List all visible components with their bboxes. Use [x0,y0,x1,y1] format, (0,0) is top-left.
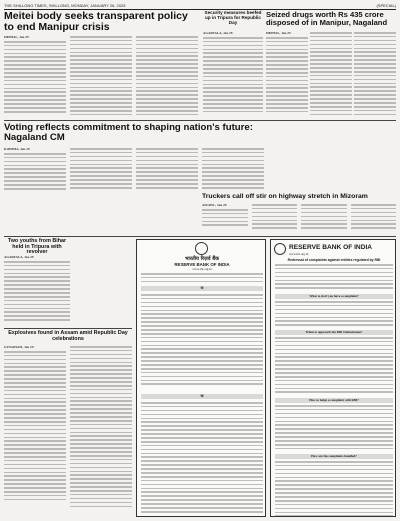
rbi-english-section-a-body [275,301,393,328]
explosives-body [4,346,132,516]
rbi-hindi-section-a: क [141,286,263,291]
security-dateline: AGARTALA, Jan 25: [203,32,234,35]
rbi-english-website[interactable]: www.rbi.org.in [289,252,309,256]
rbi-english-section-c: How to lodge a complaint with RBI? [275,398,393,403]
drugs-dateline: IMPHAL, Jan 25: [266,32,292,35]
rbi-hindi-section-b: ख [141,394,263,399]
rbi-english-section-b-body [275,337,393,395]
explosives-headline: Explosives found in Assam amid Republic Day celebrations [8,330,128,342]
rbi-english-section-c-body [275,405,393,452]
rbi-hindi-title: भारतीय रिज़र्व बैंक [185,256,219,262]
meitei-headline: Meitei body seeks transparent policy to end Manipur crisis [4,10,188,34]
youths-headline: Two youths from Bihar held in Tripura with revolver [7,238,67,256]
truckers-dateline: AIZAWL, Jan 25: [202,204,228,207]
rbi-hindi-section-a-body [141,294,263,387]
voting-headline: Voting reflects commitment to shaping nation's future: Nagaland CM [4,122,253,144]
youths-dateline: AGARTALA, Jan 25: [4,256,35,259]
rbi-english-section-b: When to approach the RBI Ombudsman? [275,330,393,335]
drugs-body-col-3 [354,32,396,118]
divider-row-2 [4,236,396,237]
rbi-hindi-intro [141,273,263,285]
security-headline: Security measures beefed up in Tripura for Republic Day [204,10,262,25]
rbi-hindi-subtitle: RESERVE BANK OF INDIA [174,262,230,267]
drugs-body-col-2 [310,32,352,118]
rbi-english-subheading: Redressal of complaints against entities regulated by RBI [287,258,381,262]
rbi-hindi-section-b-body [141,402,263,515]
masthead-section: (SPECIAL) [376,3,396,8]
voting-dateline: KOHIMA, Jan 25: [4,148,31,151]
rbi-english-section-d: How are the complaints handled? [275,454,393,459]
explosives-dateline: GUWAHATI, Jan 25: [4,346,35,349]
rbi-notice-hindi [136,239,266,517]
divider-row-1 [4,120,396,121]
meitei-dateline: IMPHAL, Jan 25: [4,36,30,39]
rbi-english-section-d-body [275,461,393,517]
rbi-english-emblem-icon [274,243,286,255]
meitei-body-col-2 [70,36,132,118]
meitei-body-col-3 [136,36,198,118]
divider-youths-explosives [4,328,132,329]
masthead-date: THE SHILLONG TIMES, SHILLONG, MONDAY, JANUARY 26, 2025 [4,3,126,8]
drugs-body-col-1 [266,32,308,118]
drugs-headline: Seized drugs worth Rs 435 crore disposed of in Manipur, Nagaland [266,10,388,27]
rbi-notice-english [270,239,396,517]
rbi-english-title: RESERVE BANK OF INDIA [289,244,373,251]
youths-body [4,256,70,326]
rbi-english-section-a: What to do if you have a complaint? [275,294,393,299]
truckers-headline: Truckers call off stir on highway stretch in Mizoram [202,193,368,200]
meitei-body-col-1 [4,36,66,118]
rbi-english-intro [275,264,393,291]
rbi-hindi-website[interactable]: www.rbi.org.in [192,267,212,271]
truckers-body [202,204,396,234]
security-body [203,32,263,118]
voting-body [4,148,264,194]
rbi-emblem-icon [195,242,208,255]
page-masthead [4,3,396,10]
